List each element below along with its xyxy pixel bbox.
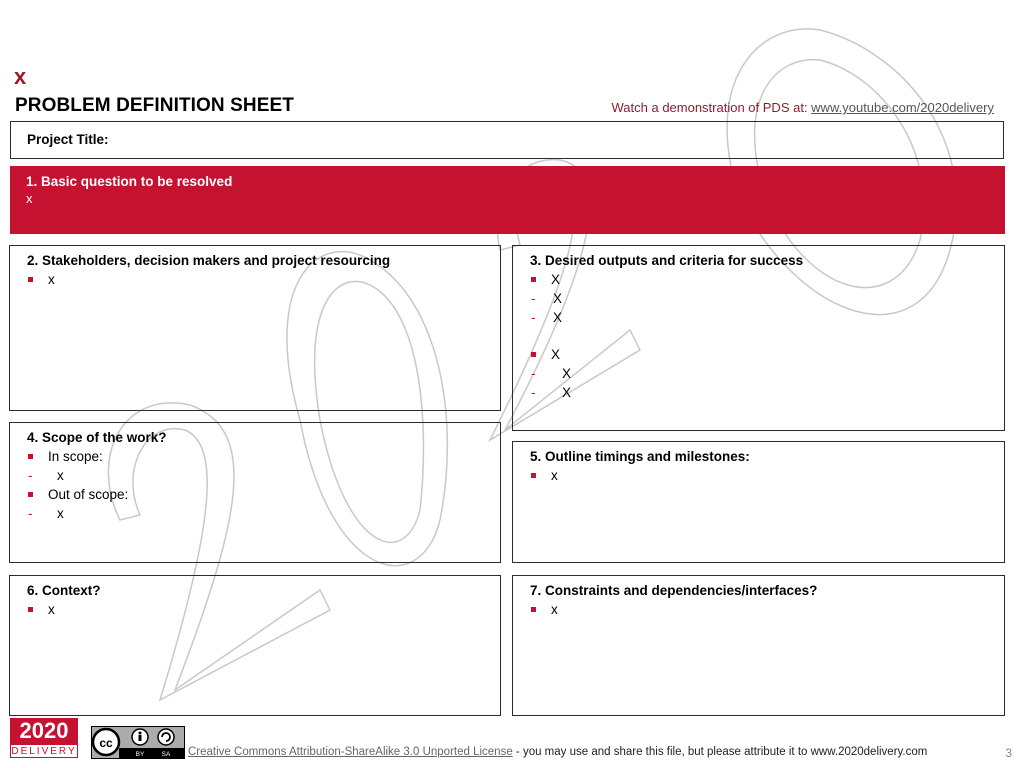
timings-box[interactable] [512,441,1005,563]
list-item: x [530,466,987,485]
spacer [530,327,987,345]
sub-list-item [27,504,483,523]
demo-link[interactable]: www.youtube.com/2020delivery [811,100,994,115]
svg-text:cc: cc [99,736,113,750]
sub-item-text: X [562,385,572,400]
list-item: Out of scope: [27,485,483,504]
stakeholders-list [27,270,483,289]
sub-item-text: X [553,310,563,325]
timings-heading: 5. Outline timings and milestones: [530,449,750,464]
list-item: In scope: [27,447,483,466]
list-item: x [27,270,483,289]
list-item: X [530,270,987,289]
cc-sa-label: SA [161,751,171,758]
list-item: x [27,600,483,619]
scope-heading: 4. Scope of the work? [27,430,167,445]
sub-list-item [27,466,483,485]
logo-2020-delivery [10,718,78,760]
demo-note [612,100,995,115]
license-text: - you may use and share this file, but please attribute it to www.2020delivery.com [512,746,928,758]
constraints-heading: 7. Constraints and dependencies/interfaces? [530,583,818,598]
sub-item-text: x [57,506,64,521]
project-title-label: Project Title: [27,132,109,147]
sub-list-item [530,289,987,308]
list-item: X [530,345,987,364]
timings-list [530,466,987,485]
constraints-box[interactable] [512,575,1005,716]
license-note [188,746,927,758]
stakeholders-heading: 2. Stakeholders, decision makers and project resourcing [27,253,391,268]
page-number: 3 [1005,746,1012,760]
outputs-box[interactable] [512,245,1005,431]
sub-item-text: X [553,291,563,306]
demo-prefix: Watch a demonstration of PDS at: [611,100,812,115]
page-title: PROBLEM DEFINITION SHEET [15,95,294,116]
context-list [27,600,483,619]
footer [0,716,1024,768]
context-heading: 6. Context? [27,583,101,598]
license-link[interactable]: Creative Commons Attribution-ShareAlike 3.0 Unported License [188,746,513,758]
scope-box[interactable] [9,422,501,563]
basic-question-value: x [26,191,33,206]
sheet-marker: x [14,64,27,89]
sub-list-item [530,364,987,383]
constraints-list [530,600,987,619]
logo-number: 2020 [10,718,78,744]
cc-by-sa-icon [91,726,185,759]
logo-word: DELIVERY [11,746,77,757]
list-item: x [530,600,987,619]
sub-item-text: x [57,468,64,483]
basic-question-heading: 1. Basic question to be resolved [26,174,233,189]
sub-list-item [530,383,987,402]
outputs-list [530,270,987,402]
context-box[interactable] [9,575,501,716]
sub-list-item [530,308,987,327]
outputs-heading: 3. Desired outputs and criteria for success [530,253,804,268]
basic-question-box[interactable] [10,166,1005,234]
cc-by-label: BY [135,751,145,758]
sub-item-text: X [562,366,572,381]
stakeholders-box[interactable] [9,245,501,411]
project-title-box[interactable] [10,121,1004,159]
scope-list [27,447,483,523]
